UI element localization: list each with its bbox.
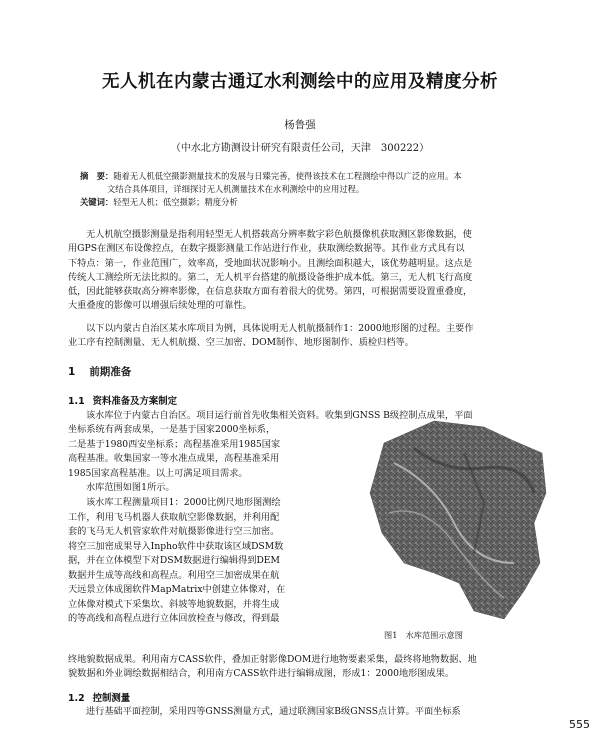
subsection-1-2-body (68, 705, 548, 719)
text-line: 高程基准。收集国家一等水准点成果，高程基准采用 (68, 453, 280, 465)
affiliation: （中水北方勘测设计研究有限责任公司，天津 300222） (170, 143, 430, 154)
text-line: 以下以内蒙古自治区某水库项目为例，具体说明无人机航摄制作1：2000地形图的过程。主要作 (86, 323, 474, 334)
keywords-text: 轻型无人机；低空摄影；精度分析 (113, 197, 238, 207)
keywords-label: 关键词： (80, 197, 114, 207)
text-line: 下特点：第一，作业范围广，效率高，受地面状况影响小。且测绘面积越大，该优势越明显。这点是 (68, 257, 473, 269)
page-number: 555 (569, 718, 590, 731)
text-line: 用GPS在测区布设像控点，在数字摄影测量工作站进行作业，获取测绘数据等。其作业方式具有以 (68, 243, 465, 255)
subsection-number: 1.1 (68, 396, 85, 407)
abstract (80, 170, 520, 209)
text-line: 套的飞马无人机管家软件对航摄影像进行空三加密。 (68, 526, 280, 538)
text-line: 1985国家高程基准。以上可满足项目需求。 (68, 467, 248, 479)
reservoir-aerial-image (364, 413, 549, 627)
text-line: 水库范围如图1所示。 (86, 482, 175, 494)
text-line: 坐标系统有两套成果，一是基于国家2000坐标系， (68, 424, 276, 436)
text-line: 二是基于1980西安坐标系；高程基准采用1985国家 (68, 438, 281, 450)
text-line: 的等高线和高程点进行立体回放检查与修改，得到最 (68, 613, 280, 625)
subsection-1-1-body-narrow (68, 423, 358, 627)
text-line: 立体像对模式下采集坎、斜坡等地貌数据，并将生成 (68, 598, 280, 610)
text-line: 该水库位于内蒙古自治区。项目运行前首先收集相关资料。收集到GNSS B级控制点成果，平面 (86, 410, 473, 421)
abstract-line (80, 170, 520, 183)
figure-caption: 图1 水库范围示意图 (384, 630, 463, 640)
abstract-label: 摘 要： (80, 171, 114, 181)
section-number: 1 (68, 366, 76, 378)
text-line: 据，并在立体模型下对DSM数据进行编辑得到DEM (68, 555, 280, 567)
text-line: 数据并生成等高线和高程点。利用空三加密成果在航 (68, 569, 280, 581)
text-line: 低，因此能够获取高分辨率影像，在信息获取方面有着很大的优势。第四，可根据需要设置重叠度， (68, 286, 473, 298)
text-line: 大重叠度的影像可以增强后续处理的可靠性。 (68, 300, 252, 312)
abstract-text: 随着无人机低空摄影测量技术的发展与日臻完善，使得该技术在工程测绘中得以广泛的应用。本 (113, 171, 462, 181)
text-line: 该水库工程测量项目1：2000比例尺地形图测绘 (86, 497, 281, 509)
paper-title: 无人机在内蒙古通辽水利测绘中的应用及精度分析 (102, 72, 498, 92)
text-line: 工作，利用飞马机器人获取航空影像数据，并利用配 (68, 511, 280, 523)
section-title: 前期准备 (89, 366, 132, 378)
text-line: 业工序有控制测量、无人机航摄、空三加密、DOM制作、地形图制作、质检归档等。 (68, 337, 414, 349)
subsection-title: 资料准备及方案制定 (92, 396, 177, 407)
section-heading (68, 364, 131, 379)
subsection-title: 控制测量 (92, 693, 131, 704)
subsection-1-1-body-after (68, 653, 548, 682)
intro-paragraph-2 (68, 322, 548, 351)
text-line: 终地貌数据成果。利用南方CASS软件，叠加正射影像DOM进行地物要素采集，最终将地物数据、地 (68, 654, 477, 665)
text-line: 将空三加密成果导入Inpho软件中获取该区域DSM数 (68, 540, 284, 552)
intro-paragraph-1 (68, 228, 548, 314)
author: 杨鲁强 (284, 119, 316, 131)
text-line: 貌数据和外业调绘数据相结合，利用南方CASS软件进行编辑成图，形成1：2000地形图成果。 (68, 668, 455, 680)
text-line: 传统人工测绘所无法比拟的。第二，无人机平台搭建的航摄设备维护成本低。第三，无人机飞行高度 (68, 271, 473, 283)
text-line: 无人机航空摄影测量是指利用轻型无人机搭载高分辨率数字彩色航摄像机获取测区影像数据，使 (86, 229, 472, 240)
text-line: 进行基础平面控制，采用四等GNSS测量方式，通过联测国家B级GNSS点计算。平面坐标系 (86, 706, 461, 717)
subsection-number: 1.2 (68, 693, 85, 704)
keywords-line (80, 196, 520, 209)
subsection-heading (68, 690, 130, 704)
subsection-heading (68, 393, 177, 407)
text-line: 天远景立体成图软件MapMatrix中创建立体像对，在 (68, 584, 286, 596)
abstract-line: 文结合具体项目，详细探讨无人机测量技术在水利测绘中的应用过程。 (107, 184, 365, 194)
